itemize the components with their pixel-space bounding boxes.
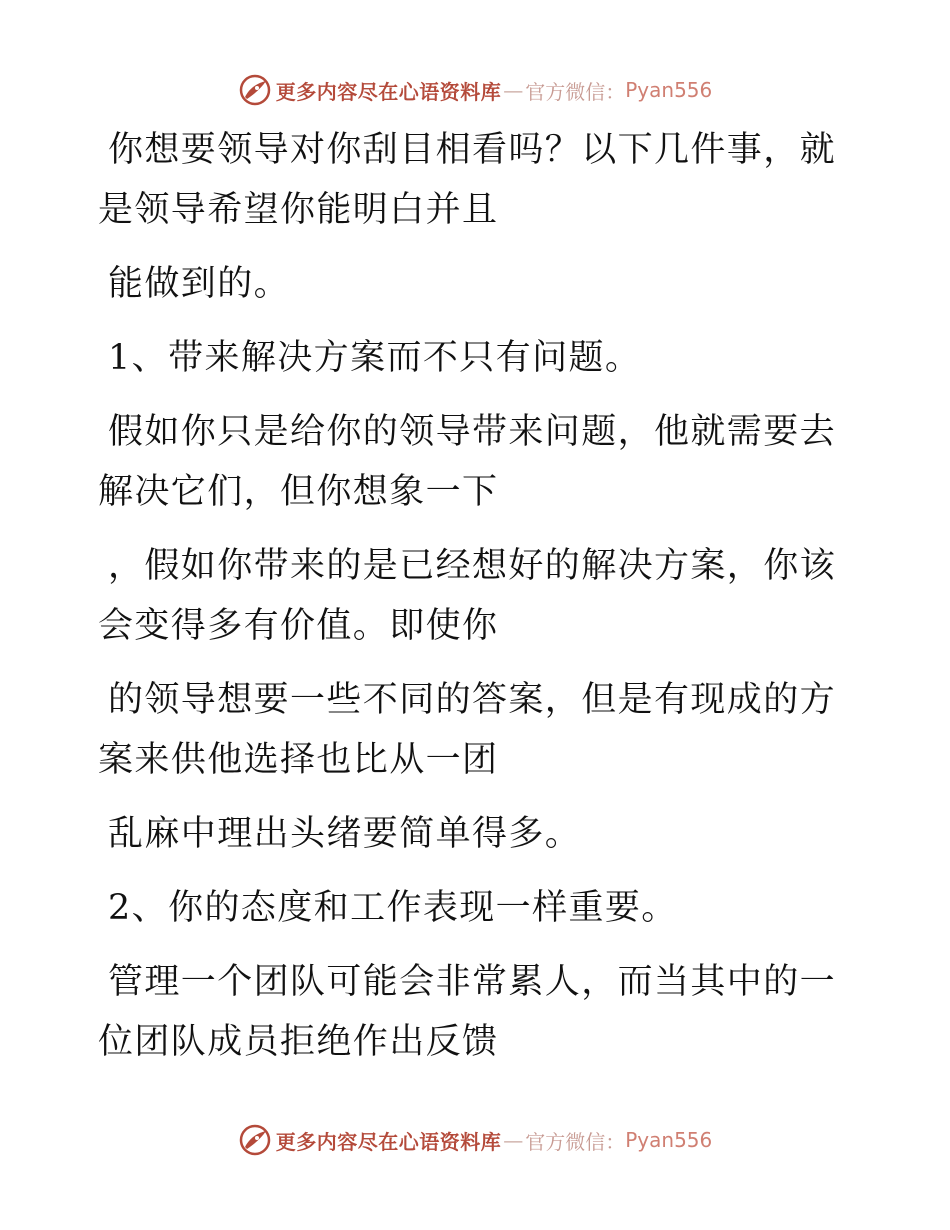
pen-nib-logo-icon <box>238 73 272 107</box>
paragraph: 你想要领导对你刮目相看吗？以下几件事，就是领导希望你能明白并且 <box>98 130 837 230</box>
paragraph: 假如你只是给你的领导带来问题，他就需要去解决它们，但你想象一下 <box>98 412 837 512</box>
footer-wechat-id: Pyan556 <box>625 1128 713 1152</box>
paragraph: 管理一个团队可能会非常累人，而当其中的一位团队成员拒绝作出反馈 <box>98 962 837 1062</box>
header-wechat-label: 官方微信： <box>525 79 626 104</box>
footer-banner <box>0 1120 950 1160</box>
header-separator: — <box>503 78 524 102</box>
footer-brand-text: 更多内容尽在心语资料库 <box>275 1129 502 1154</box>
paragraph: 能做到的。 <box>108 264 291 304</box>
header-banner <box>0 70 950 110</box>
document-body <box>98 120 838 1086</box>
header-brand-text: 更多内容尽在心语资料库 <box>275 79 502 104</box>
footer-separator: — <box>503 1128 524 1152</box>
header-wechat-id: Pyan556 <box>625 78 713 102</box>
footer-wechat-label: 官方微信： <box>525 1129 626 1154</box>
paragraph: 2、你的态度和工作表现一样重要。 <box>108 888 678 928</box>
pen-nib-logo-icon <box>238 1123 272 1157</box>
paragraph: 的领导想要一些不同的答案，但是有现成的方案来供他选择也比从一团 <box>98 680 837 780</box>
paragraph: 乱麻中理出头绪要简单得多。 <box>108 814 582 854</box>
paragraph: ，假如你带来的是已经想好的解决方案，你该会变得多有价值。即使你 <box>98 546 837 646</box>
paragraph: 1、带来解决方案而不只有问题。 <box>108 338 642 378</box>
